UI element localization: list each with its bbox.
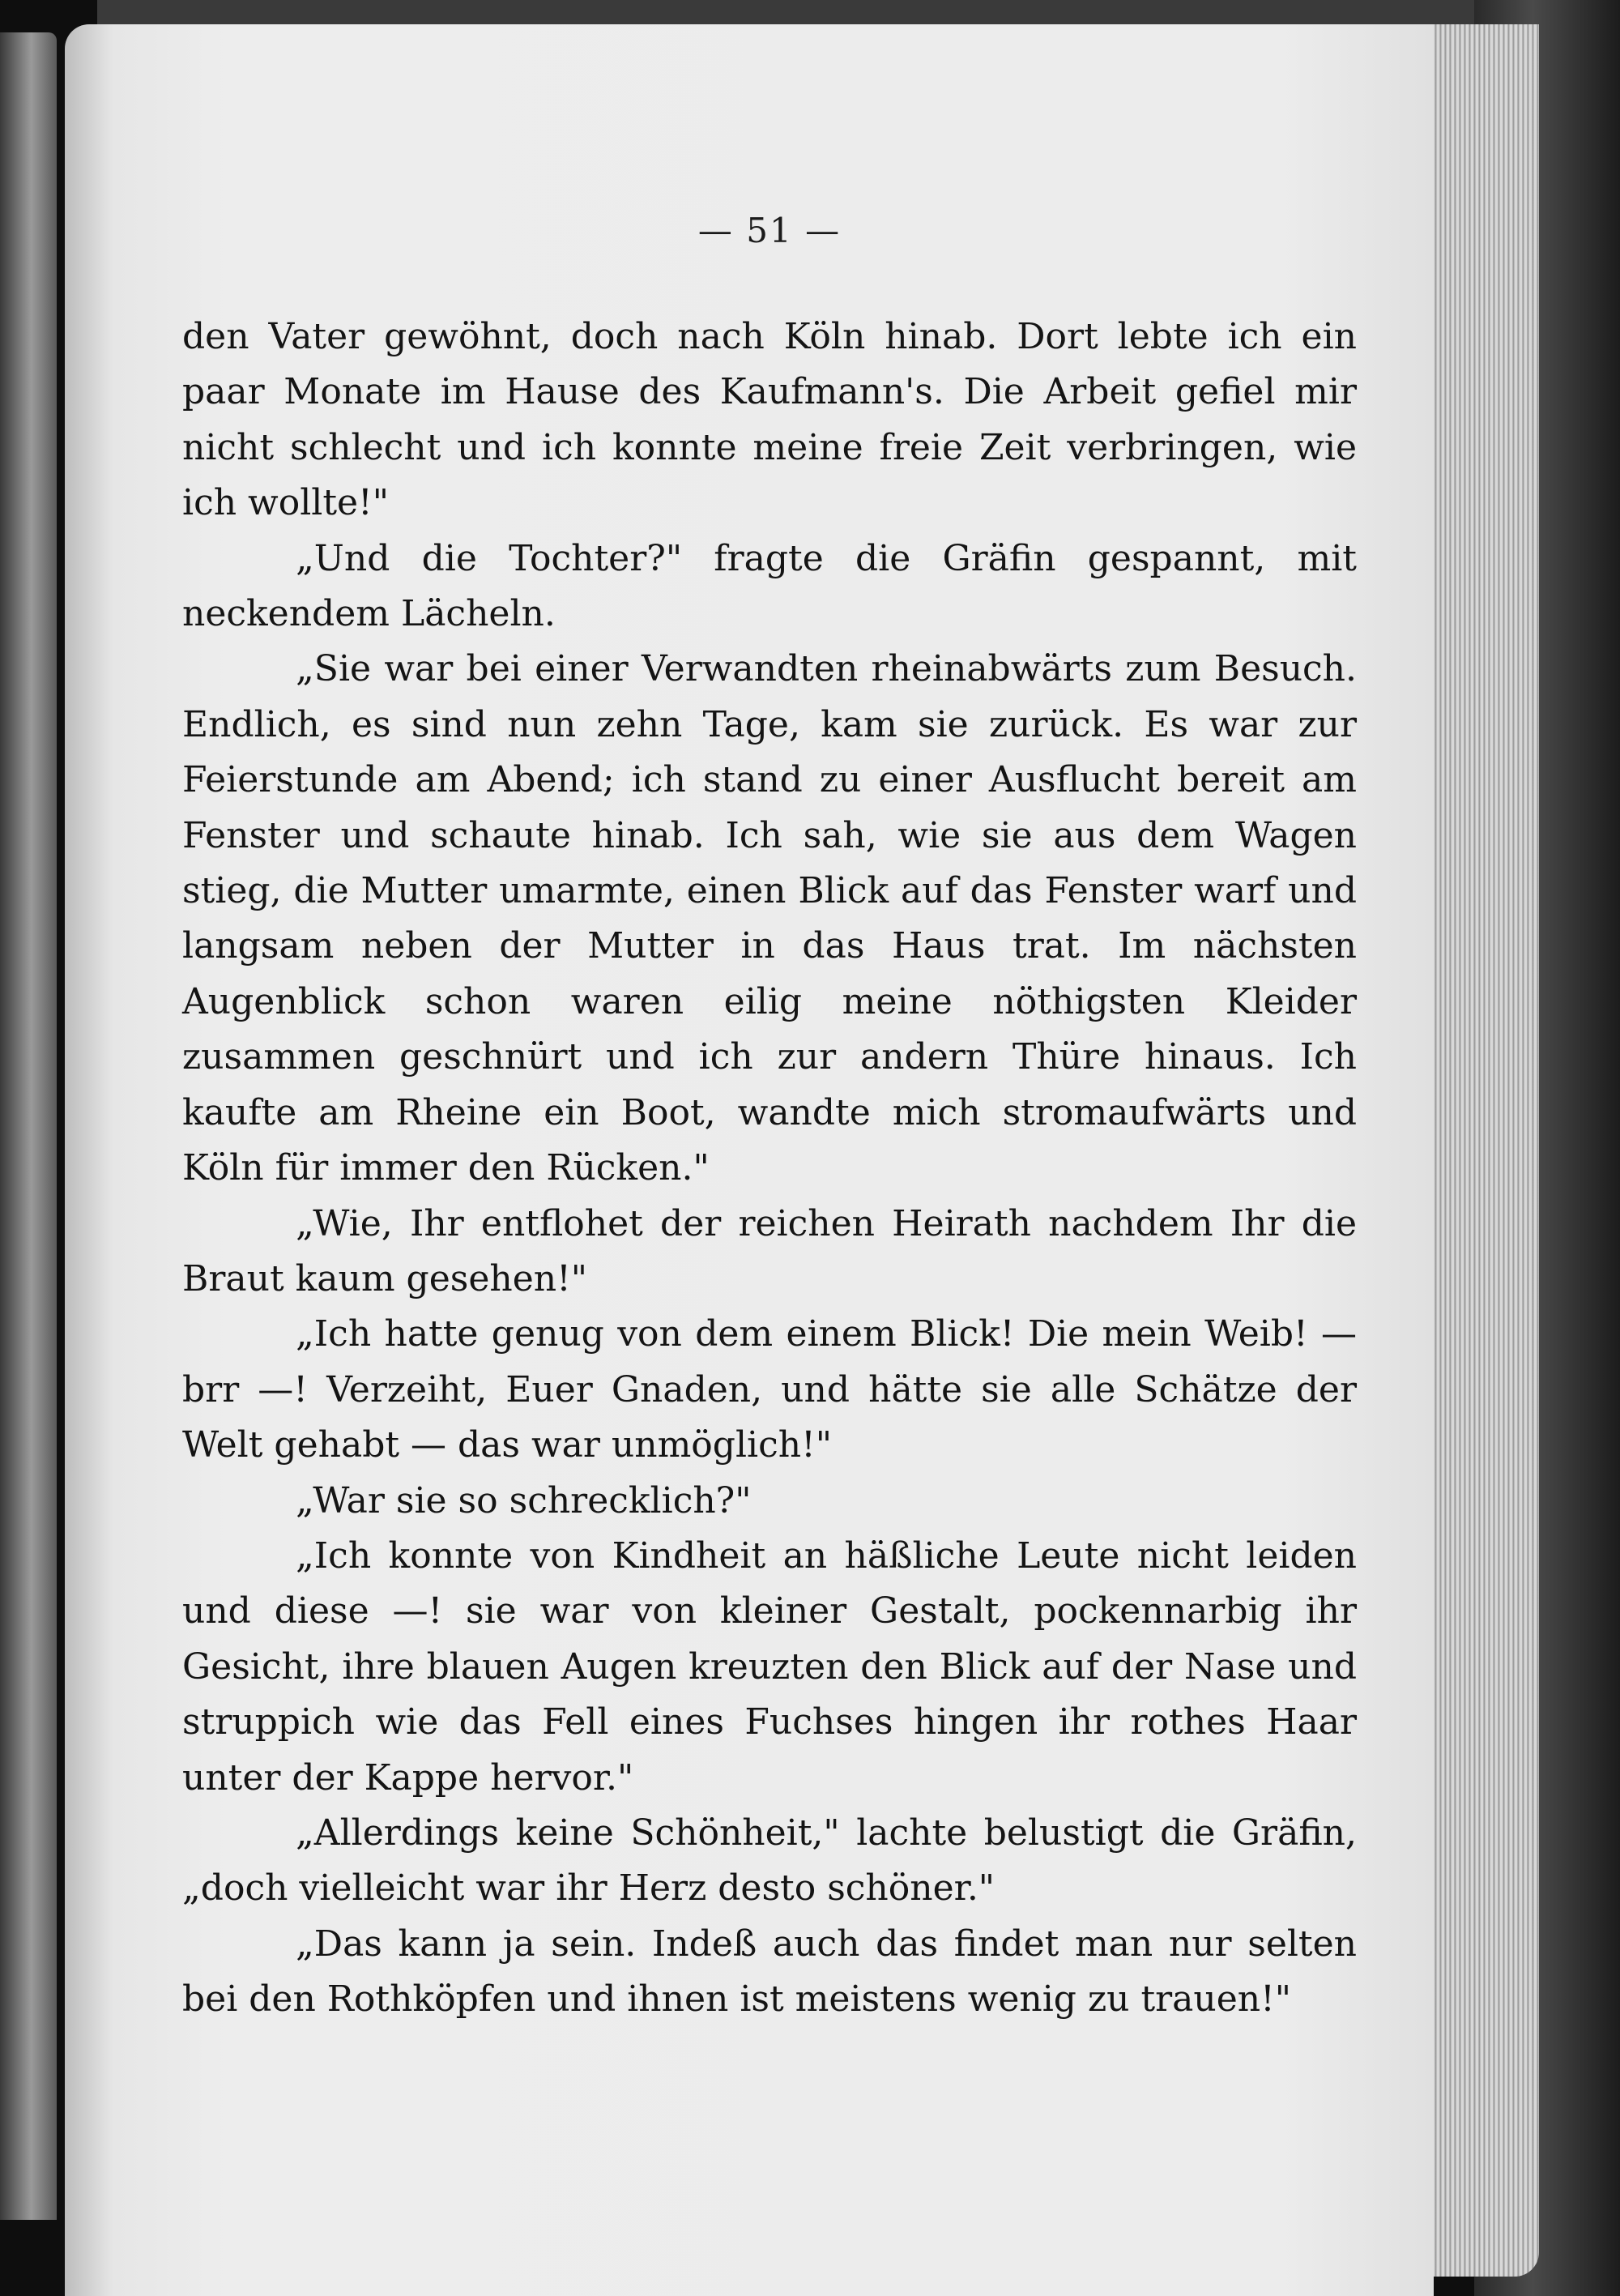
- paragraph: „Ich hatte genug von dem einem Blick! Die mein Weib! — brr —! Verzeiht, Euer Gnaden, und hätte sie alle Schätze der Welt gehabt — das war unmöglich!": [182, 1313, 1357, 1466]
- paragraph: „Allerdings keine Schönheit," lachte belustigt die Gräfin, „doch vielleicht war ihr Herz desto schöner.": [182, 1812, 1357, 1910]
- paragraph: „War sie so schrecklich?": [296, 1479, 752, 1521]
- paragraph: den Vater gewöhnt, doch nach Köln hinab. Dort lebte ich ein paar Monate im Hause des Kaufmann's. Die Arbeit gefiel mir nicht schlecht und ich konnte meine freie Zeit verbringen, wie ich wollte!": [182, 316, 1357, 524]
- page-text: [182, 309, 1357, 2028]
- paragraph: „Das kann ja sein. Indeß auch das findet man nur selten bei den Rothköpfen und ihnen ist meistens wenig zu trauen!": [182, 1923, 1357, 2021]
- page-edges: [1418, 24, 1539, 2277]
- page-number: — 51 —: [697, 211, 842, 250]
- paragraph: „Wie, Ihr entflohet der reichen Heirath nachdem Ihr die Braut kaum gesehen!": [182, 1202, 1357, 1300]
- book-page: [65, 24, 1434, 2296]
- paragraph: „Und die Tochter?" fragte die Gräfin gespannt, mit neckendem Lächeln.: [182, 537, 1357, 635]
- paragraph: „Sie war bei einer Verwandten rheinabwärts zum Besuch. Endlich, es sind nun zehn Tage, kam sie zurück. Es war zur Feierstunde am Abend; ich stand zu einer Ausflucht bereit am Fenster und schaute hinab. Ich sah, wie sie aus dem Wagen stieg, die Mutter umarmte, einen Blick auf das Fenster warf und langsam neben der Mutter in das Haus trat. Im nächsten Augenblick schon waren eilig meine nöthigsten Kleider zusammen geschnürt und ich zur andern Thüre hinaus. Ich kaufte am Rheine ein Boot, wandte mich stromaufwärts und Köln für immer den Rücken.": [182, 648, 1357, 1189]
- book-cover-top: [97, 0, 1555, 24]
- paragraph: „Ich konnte von Kindheit an häßliche Leute nicht leiden und diese —! sie war von kleiner Gestalt, pockennarbig ihr Gesicht, ihre blauen Augen kreuzten den Blick auf der Nase und struppich wie das Fell eines Fuchses hingen ihr rothes Haar unter der Kappe hervor.": [182, 1534, 1357, 1799]
- left-page-edge: [0, 32, 57, 2220]
